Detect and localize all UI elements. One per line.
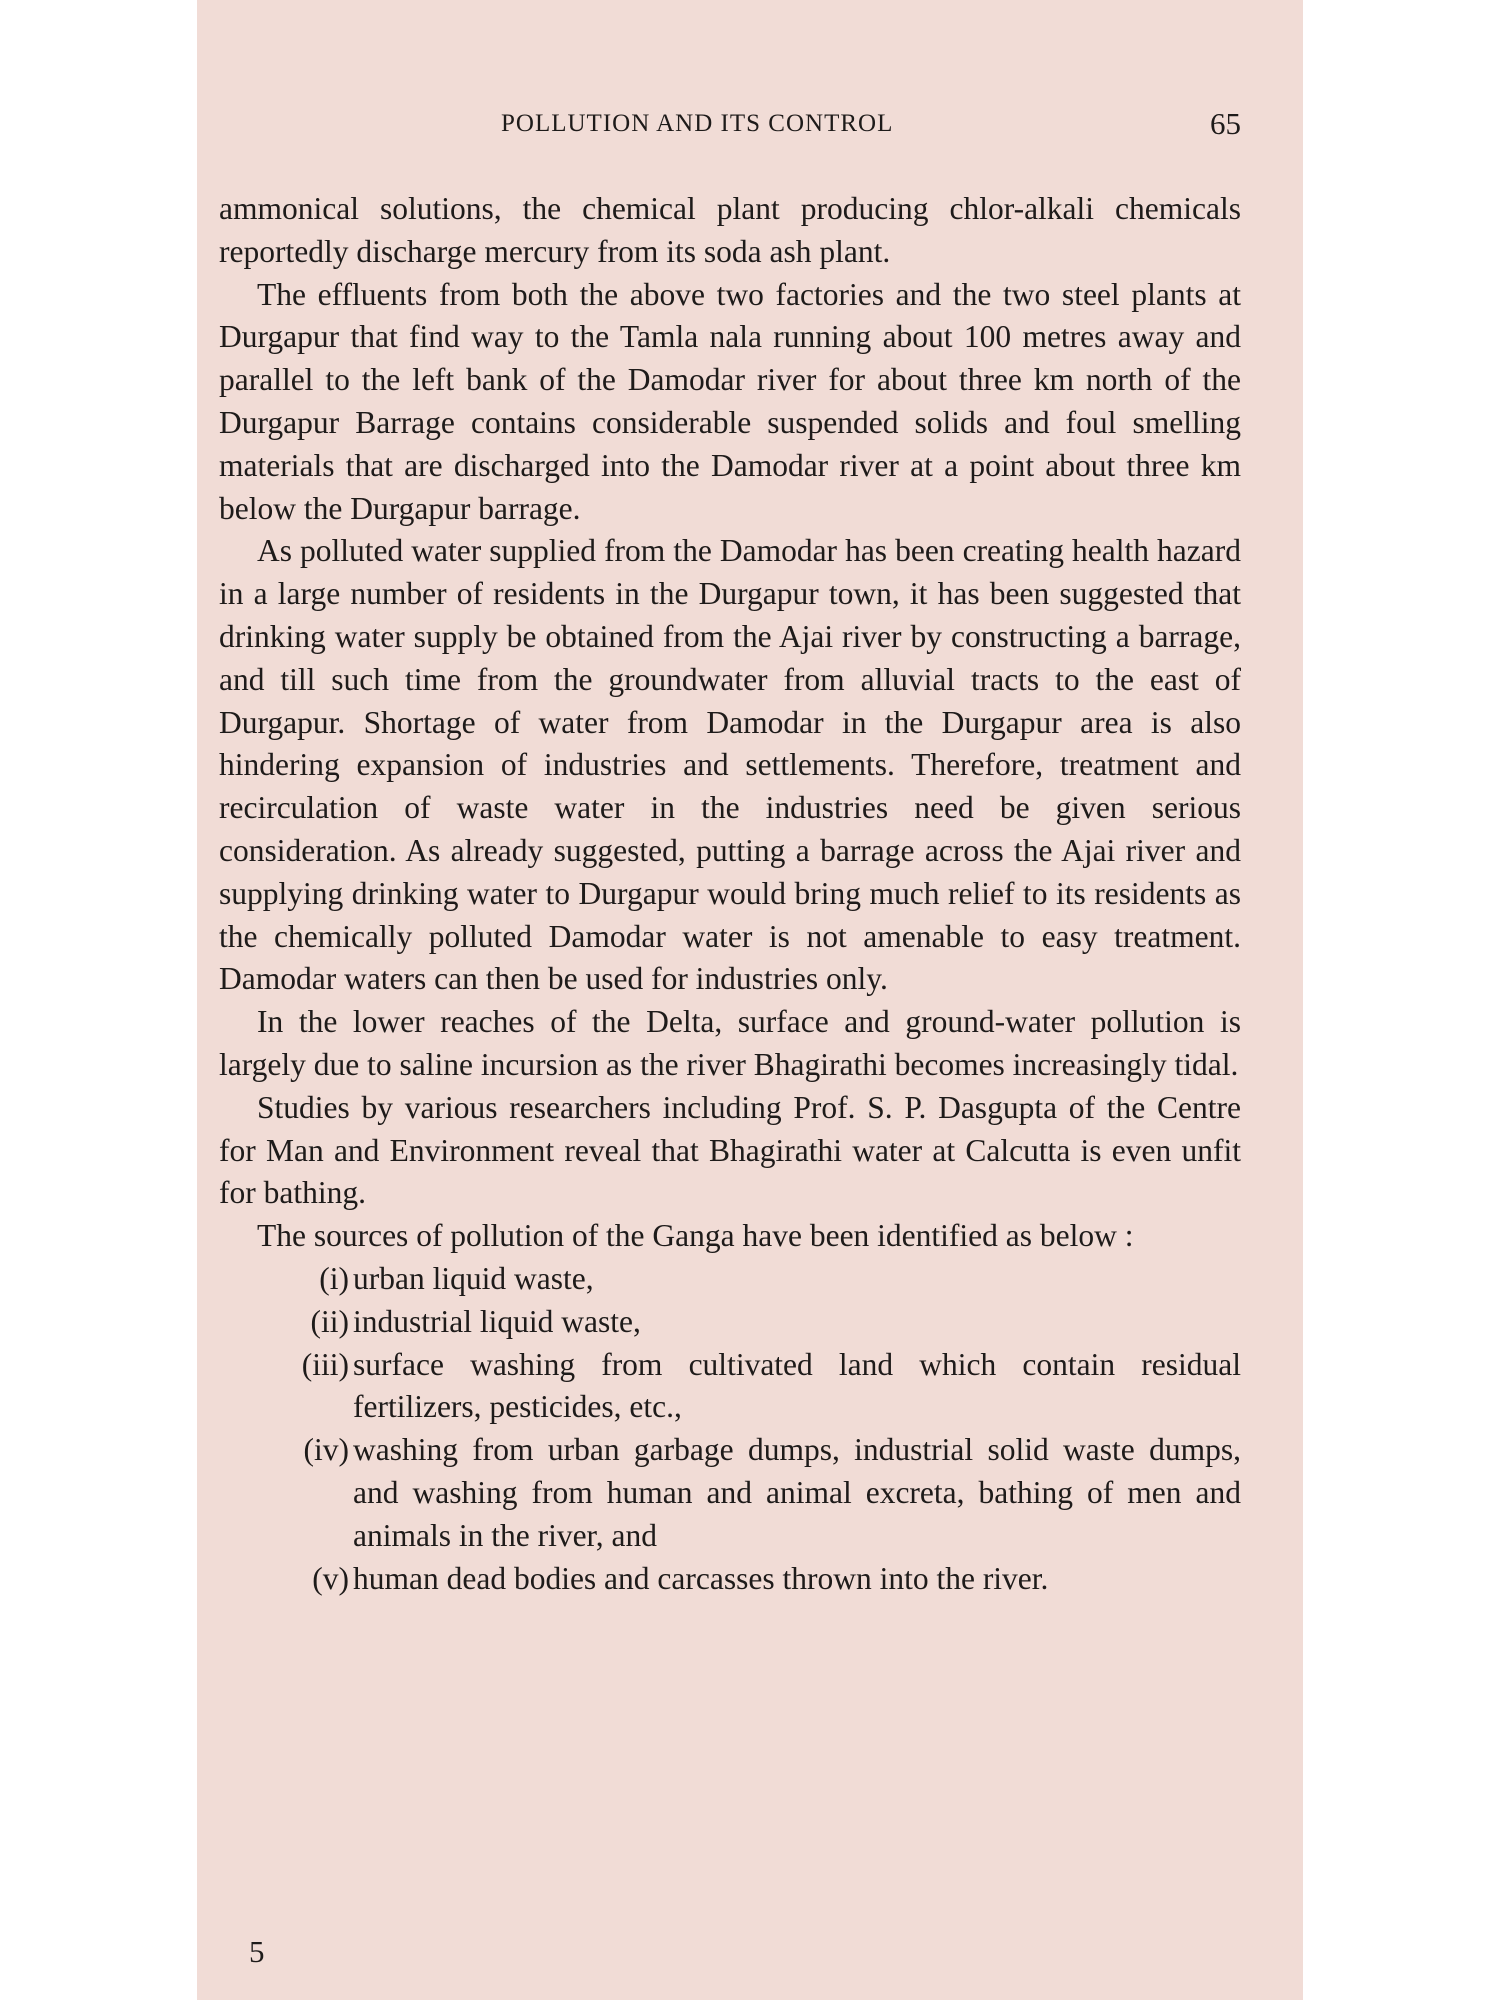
body-text	[219, 188, 1241, 1600]
paragraph: ammonical solutions, the chemical plant producing chlor-alkali chemicals reportedly discharge mercury from its soda ash plant.	[219, 191, 1241, 269]
list-item-number: (iv)	[303, 1432, 349, 1468]
list-item-number: (i)	[319, 1260, 349, 1296]
list-item-text: human dead bodies and carcasses thrown into the river.	[353, 1560, 1049, 1596]
pollution-sources-list	[219, 1258, 1241, 1600]
running-head: POLLUTION AND ITS CONTROL	[501, 110, 894, 137]
list-item-number: (ii)	[310, 1303, 349, 1339]
book-page	[197, 0, 1303, 2000]
paragraph: As polluted water supplied from the Damodar has been creating health hazard in a large number of residents in the Durgapur town, it has been suggested that drinking water supply be obtained from the Ajai river by constructing a barrage, and till such time from the groundwater from alluvial tracts to the east of Durgapur. Shortage of water from Damodar in the Durgapur area is also hindering expansion of industries and settlements. Therefore, treatment and recirculation of waste water in the industries need be given serious consideration. As already suggested, putting a barrage across the Ajai river and supplying drinking water to Durgapur would bring much relief to its residents as the chemically polluted Damodar water is not amenable to easy treatment. Damodar waters can then be used for industries only.	[219, 533, 1241, 997]
list-item	[219, 1344, 1241, 1430]
list-item	[219, 1429, 1241, 1557]
list-item-text: washing from urban garbage dumps, industrial solid waste dumps, and washing from human and animal excreta, bathing of men and animals in the river, and	[353, 1432, 1241, 1553]
signature-mark: 5	[249, 1934, 265, 1969]
list-item-number: (v)	[312, 1560, 349, 1596]
paragraph: The effluents from both the above two factories and the two steel plants at Durgapur that find way to the Tamla nala running about 100 metres away and parallel to the left bank of the Damodar river for about three km north of the Durgapur Barrage contains considerable suspended solids and foul smelling materials that are discharged into the Damodar river at a point about three km below the Durgapur barrage.	[219, 276, 1241, 526]
paragraph: Studies by various researchers including Prof. S. P. Dasgupta of the Centre for Man and Environment reveal that Bhagirathi water at Calcutta is even unfit for bathing.	[219, 1089, 1241, 1211]
list-item	[219, 1258, 1241, 1301]
list-item	[219, 1558, 1241, 1601]
list-item-text: industrial liquid waste,	[353, 1303, 641, 1339]
paragraph: In the lower reaches of the Delta, surface and ground-water pollution is largely due to saline incursion as the river Bhagirathi becomes increasingly tidal.	[219, 1004, 1241, 1082]
page-header	[197, 106, 1303, 150]
paragraph: The sources of pollution of the Ganga have been identified as below :	[257, 1218, 1134, 1254]
page-number: 65	[1210, 106, 1241, 141]
list-item	[219, 1301, 1241, 1344]
list-item-text: surface washing from cultivated land which contain residual fertilizers, pesticides, etc.,	[353, 1346, 1241, 1425]
list-item-number: (iii)	[301, 1346, 349, 1382]
list-item-text: urban liquid waste,	[353, 1260, 594, 1296]
